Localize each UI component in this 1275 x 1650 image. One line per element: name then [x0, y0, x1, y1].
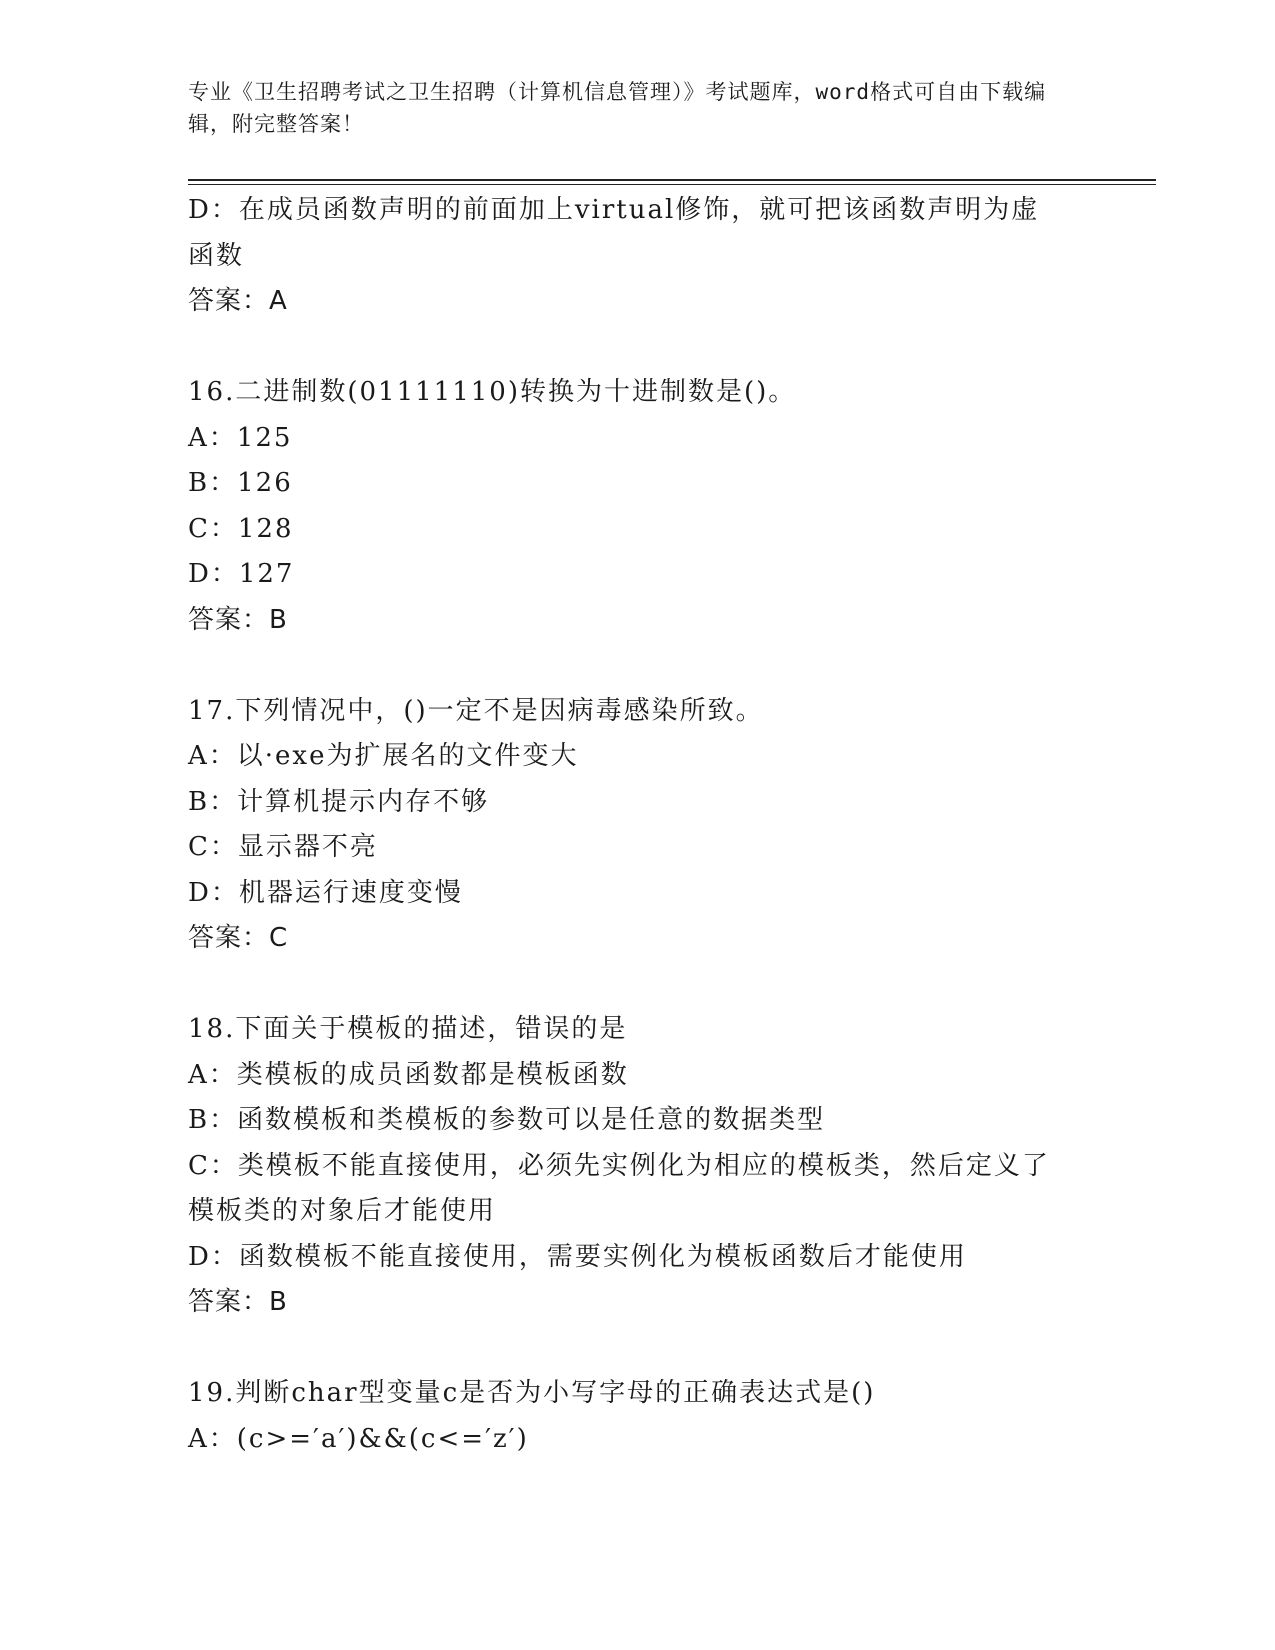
option-a: A：类模板的成员函数都是模板函数 [188, 1059, 629, 1090]
question-block [188, 188, 1088, 325]
spacer [188, 1326, 1088, 1372]
question-block [188, 370, 1088, 643]
question-stem: 18.下面关于模板的描述，错误的是 [188, 1014, 628, 1044]
option-a: A：(c>=′a′)&&(c<=′z′) [188, 1423, 529, 1454]
option-d-continued: 函数 [188, 240, 245, 271]
option-b: B：计算机提示内存不够 [188, 786, 490, 817]
option-d: D：127 [188, 559, 295, 589]
answer-line: 答案：C [188, 923, 289, 953]
option-c: C：显示器不亮 [188, 832, 378, 862]
option-b: B：126 [188, 468, 293, 498]
question-block [188, 689, 1088, 962]
answer-line: 答案：B [188, 604, 288, 635]
option-c-continued: 模板类的对象后才能使用 [188, 1196, 497, 1226]
option-c: C：128 [188, 513, 294, 544]
question-stem: 16.二进制数(01111110)转换为十进制数是()。 [188, 377, 797, 407]
document-header [188, 76, 1068, 140]
question-list [188, 188, 1088, 1462]
option-c: C：类模板不能直接使用，必须先实例化为相应的模板类，然后定义了 [188, 1150, 1050, 1181]
header-text: 专业《卫生招聘考试之卫生招聘（计算机信息管理）》考试题库，word格式可自由下载编辑，附完整答案！ [188, 80, 1047, 136]
spacer [188, 962, 1088, 1008]
option-a: A：125 [188, 422, 293, 453]
option-d: D：函数模板不能直接使用，需要实例化为模板函数后才能使用 [188, 1241, 967, 1272]
question-block [188, 1371, 1088, 1462]
question-stem: 17.下列情况中，()一定不是因病毒感染所致。 [188, 695, 764, 726]
spacer [188, 325, 1088, 371]
question-stem: 19.判断char型变量c是否为小写字母的正确表达式是() [188, 1378, 876, 1408]
option-d: D：在成员函数声明的前面加上virtual修饰，就可把该函数声明为虚 [188, 195, 1040, 225]
question-block [188, 1007, 1088, 1326]
option-a: A：以·exe为扩展名的文件变大 [188, 741, 579, 771]
spacer [188, 643, 1088, 689]
option-b: B：函数模板和类模板的参数可以是任意的数据类型 [188, 1105, 826, 1135]
header-divider [188, 179, 1156, 185]
answer-line: 答案：B [188, 1287, 288, 1317]
answer-line: 答案：A [188, 286, 288, 316]
option-d: D：机器运行速度变慢 [188, 877, 463, 908]
